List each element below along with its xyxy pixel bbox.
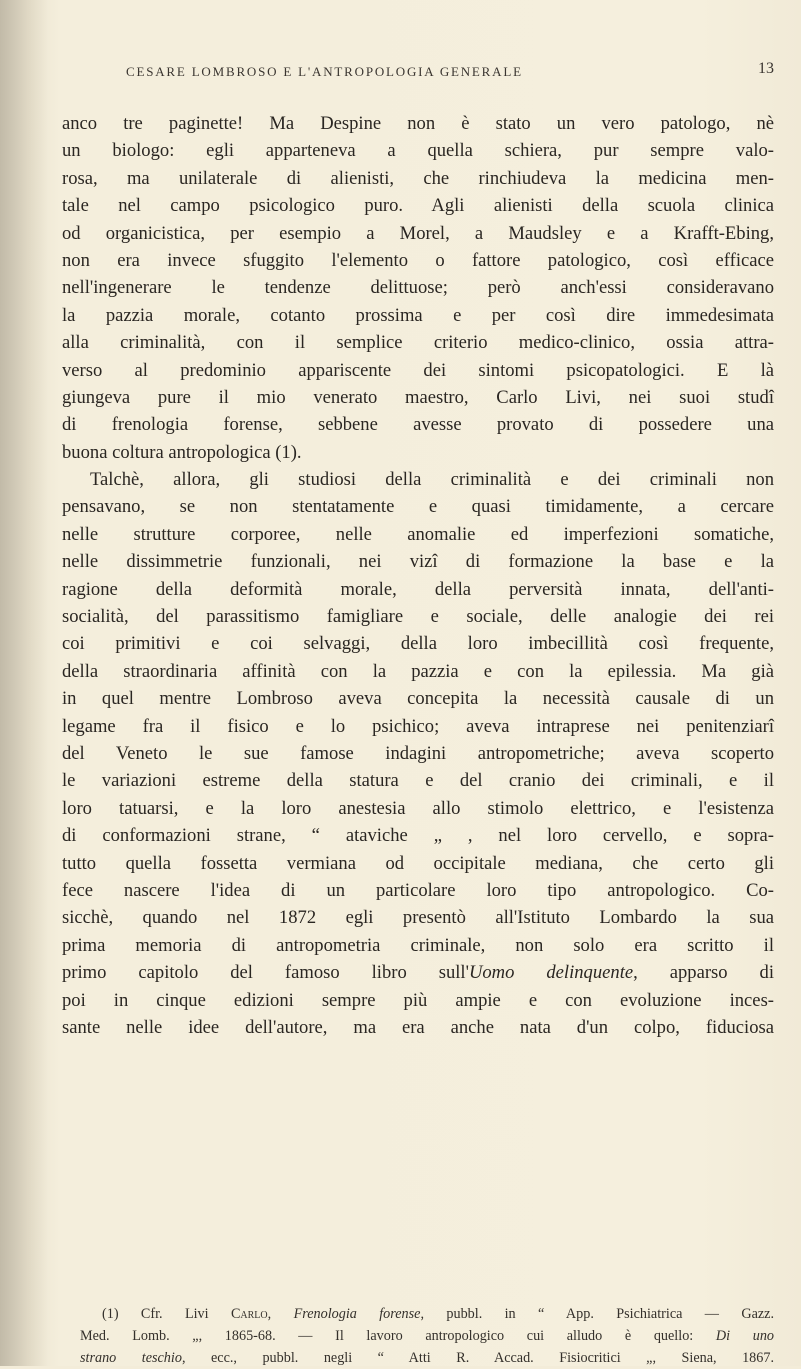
main-text bbox=[62, 110, 774, 1041]
footnote-line bbox=[80, 1325, 774, 1347]
book-title: Uomo delinquente bbox=[468, 962, 634, 984]
text-line: di frenologia forense, sebbene avesse provato di possedere una bbox=[62, 414, 774, 436]
text-line: tale nel campo psicologico puro. Agli alienisti della scuola clinica bbox=[62, 195, 774, 217]
running-title: CESARE LOMBROSO E L'ANTROPOLOGIA GENERALE bbox=[126, 64, 523, 79]
footnote-title: Frenologia forense bbox=[293, 1306, 421, 1322]
footnote-text: Med. Lomb. „, 1865-68. — Il lavoro antropologico cui alludo è quello: bbox=[80, 1328, 716, 1344]
text-line: della straordinaria affinità con la pazzia e con la epilessia. Ma già bbox=[62, 660, 774, 682]
line-start: primo capitolo del famoso libro sull' bbox=[62, 962, 469, 984]
footnotes bbox=[80, 1303, 774, 1369]
footnote-text: , ecc., pubbl. negli “ Atti R. Accad. Fisiocritici „, Siena, 1867. bbox=[181, 1350, 774, 1366]
text-line: di conformazioni strane, “ ataviche „ , nel loro cervello, e sopra- bbox=[62, 825, 774, 847]
text-line: nelle dissimmetrie funzionali, nei vizî di formazione la base e la bbox=[62, 551, 774, 573]
text-line: tutto quella fossetta vermiana od occipitale mediana, che certo gli bbox=[62, 852, 774, 874]
text-line: pensavano, se non stentatamente e quasi timidamente, a cercare bbox=[62, 496, 774, 518]
text-line: coi primitivi e coi selvaggi, della loro imbecillità così frequente, bbox=[62, 633, 774, 655]
binding-shadow bbox=[0, 0, 48, 1366]
text-line: la pazzia morale, cotanto prossima e per così dire immedesimata bbox=[62, 304, 774, 326]
text-line: ragione della deformità morale, della perversità innata, dell'anti- bbox=[62, 578, 774, 600]
paragraph-end-line: buona coltura antropologica (1). bbox=[62, 441, 302, 463]
text-line: anco tre paginette! Ma Despine non è stato un vero patologo, nè bbox=[62, 113, 774, 134]
text-line: od organicistica, per esempio a Morel, a Maudsley e a Krafft-Ebing, bbox=[62, 222, 774, 244]
text-line: loro tatuarsi, e la loro anestesia allo stimolo elettrico, e l'esistenza bbox=[62, 797, 774, 819]
text-line-with-title bbox=[62, 959, 774, 986]
text-line: nell'ingenerare le tendenze delittuose; però anch'essi consideravano bbox=[62, 277, 774, 299]
footnote-post: , pubbl. in “ App. Psichiatrica — Gazz. bbox=[420, 1306, 775, 1322]
text-line: socialità, del parassitismo famigliare e sociale, delle analogie dei rei bbox=[62, 606, 774, 628]
text-line: sicchè, quando nel 1872 egli presentò all'Istituto Lombardo la sua bbox=[62, 907, 774, 929]
text-line: rosa, ma unilaterale di alienisti, che rinchiudeva la medicina men- bbox=[62, 167, 774, 189]
text-line: alla criminalità, con il semplice criterio medico-clinico, ossia attra- bbox=[62, 332, 774, 354]
text-line: non era invece sfuggito l'elemento o fattore patologico, così efficace bbox=[62, 249, 774, 271]
text-line: giungeva pure il mio venerato maestro, Carlo Livi, nei suoi studî bbox=[62, 386, 774, 408]
text-line: sante nelle idee dell'autore, ma era anche nata d'un colpo, fiduciosa bbox=[62, 1016, 774, 1038]
footnote-italic: strano teschio bbox=[80, 1350, 182, 1366]
line-tail: , apparso di bbox=[633, 962, 775, 984]
text-line: le variazioni estreme della statura e del cranio dei criminali, e il bbox=[62, 770, 774, 792]
text-line: legame fra il fisico e lo psichico; aveva intraprese nei penitenziarî bbox=[62, 715, 774, 737]
text-line: nelle strutture corporee, nelle anomalie ed imperfezioni somatiche, bbox=[62, 523, 774, 545]
text-line: verso al predominio appariscente dei sintomi psicopatologici. E là bbox=[62, 359, 774, 381]
page-number: 13 bbox=[758, 60, 774, 77]
text-line: un biologo: egli apparteneva a quella schiera, pur sempre valo- bbox=[62, 140, 774, 162]
footnote-line bbox=[80, 1303, 774, 1325]
footnote-author: Carlo bbox=[230, 1306, 268, 1322]
paragraph-start-line: Talchè, allora, gli studiosi della criminalità e dei criminali non bbox=[90, 469, 774, 491]
text-line: prima memoria di antropometria criminale, non solo era scritto il bbox=[62, 934, 774, 956]
footnote-italic: Di uno bbox=[715, 1328, 775, 1344]
footnote-sep: , bbox=[267, 1306, 294, 1322]
text-line: in quel mentre Lombroso aveva concepita la necessità causale di un bbox=[62, 688, 774, 710]
running-head bbox=[0, 60, 801, 86]
footnote-marker-text: (1) Cfr. Livi bbox=[102, 1306, 231, 1322]
text-line: fece nascere l'idea di un particolare loro tipo antropologico. Co- bbox=[62, 879, 774, 901]
text-line: del Veneto le sue famose indagini antropometriche; aveva scoperto bbox=[62, 742, 774, 764]
text-line: poi in cinque edizioni sempre più ampie e con evoluzione inces- bbox=[62, 989, 774, 1011]
